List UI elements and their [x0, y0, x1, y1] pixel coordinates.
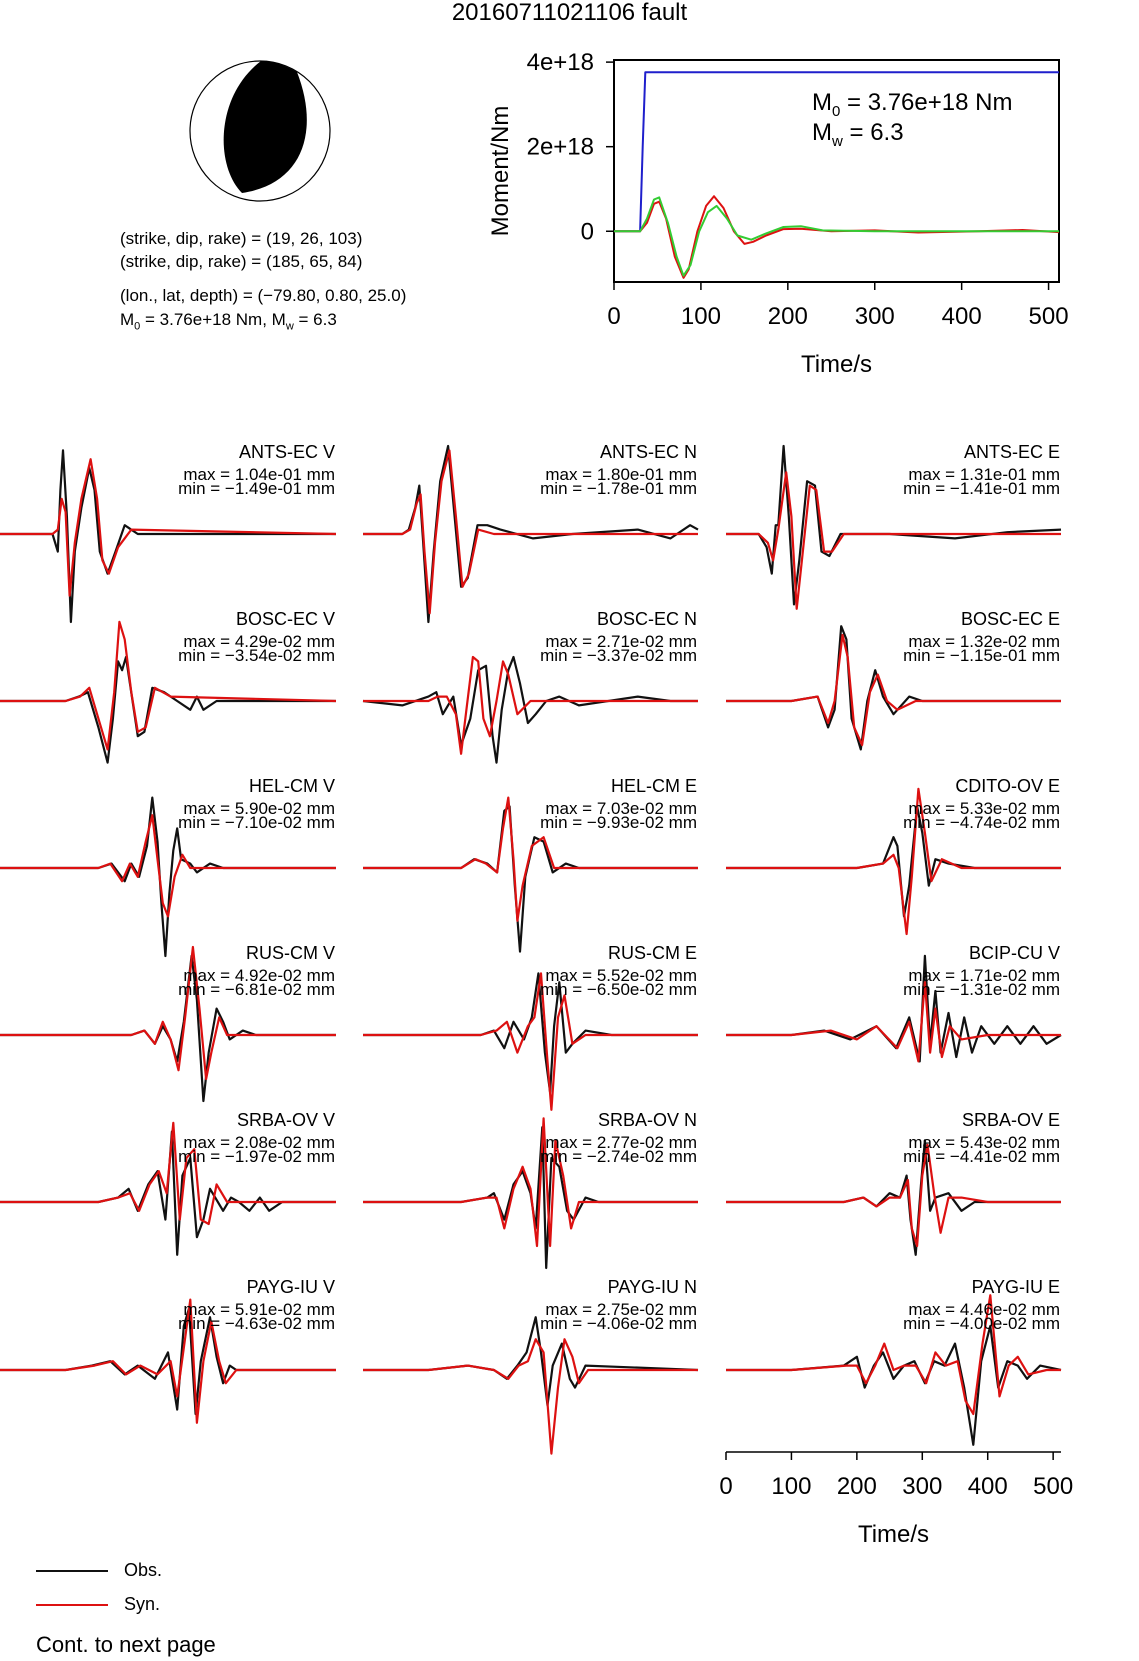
legend-observed-swatch — [36, 1570, 108, 1572]
min-amplitude-label: min = −1.31e-02 mm — [903, 980, 1060, 999]
synthetic-trace — [363, 657, 698, 754]
moment-x-tick-label: 400 — [941, 303, 982, 330]
waveform-panel — [0, 943, 336, 1101]
waveform-panel — [726, 1110, 1061, 1255]
waveform-panel — [726, 776, 1061, 934]
max-amplitude-label: max = 1.71e-02 mm — [908, 966, 1060, 985]
station-label: SRBA-OV V — [236, 1110, 335, 1130]
max-amplitude-label: max = 5.43e-02 mm — [908, 1133, 1060, 1152]
min-amplitude-label: min = −1.15e-01 mm — [903, 646, 1060, 665]
min-amplitude-label: min = −4.00e-02 mm — [903, 1314, 1060, 1333]
min-amplitude-label: min = −3.54e-02 mm — [178, 646, 335, 665]
max-amplitude-label: max = 5.33e-02 mm — [908, 799, 1060, 818]
legend-observed-label: Obs. — [124, 1560, 163, 1580]
waveform-panel — [0, 776, 336, 956]
moment-annotation-m0: $M_0 = 3.76e+18$ Nm — [812, 89, 1013, 120]
station-label: PAYG-IU E — [971, 1277, 1060, 1297]
min-amplitude-label: min = −4.41e-02 mm — [903, 1147, 1060, 1166]
min-amplitude-label: min = −1.41e-01 mm — [903, 479, 1060, 498]
min-amplitude-label: min = −7.10e-02 mm — [178, 813, 335, 832]
max-amplitude-label: max = 2.77e-02 mm — [545, 1133, 697, 1152]
station-label: ANTS-EC E — [963, 442, 1060, 462]
max-amplitude-label: max = 4.29e-02 mm — [183, 632, 335, 651]
max-amplitude-label: max = 2.75e-02 mm — [545, 1300, 697, 1319]
max-amplitude-label: max = 7.03e-02 mm — [545, 799, 697, 818]
fm-plane1-line: (strike, dip, rake) = (19, 26, 103) — [120, 229, 363, 248]
min-amplitude-label: min = −1.97e-02 mm — [178, 1147, 335, 1166]
legend-synthetic-label: Syn. — [124, 1594, 161, 1614]
station-label: BOSC-EC E — [960, 609, 1060, 629]
station-label: PAYG-IU V — [246, 1277, 335, 1297]
moment-x-tick-label: 200 — [767, 303, 808, 330]
fm-location-line: (lon., lat, depth) = (−79.80, 0.80, 25.0) — [120, 286, 407, 305]
waveform-x-tick-label: 100 — [771, 1473, 812, 1500]
min-amplitude-label: min = −2.74e-02 mm — [540, 1147, 697, 1166]
waveform-panel — [363, 442, 698, 622]
synthetic-trace — [363, 1339, 698, 1453]
max-amplitude-label: max = 5.90e-02 mm — [183, 799, 335, 818]
station-label: SRBA-OV E — [961, 1110, 1060, 1130]
waveform-panel — [363, 1277, 698, 1454]
waveform-panel — [0, 442, 336, 622]
moment-x-tick-label: 500 — [1028, 303, 1069, 330]
waveform-x-tick-label: 300 — [902, 1473, 943, 1500]
moment-y-axis-label: Moment/Nm — [487, 105, 514, 237]
waveform-panel — [726, 609, 1061, 749]
fm-m0-subscript: 0 — [134, 320, 141, 333]
fm-m0-symbol: M — [120, 310, 135, 329]
waveform-panel — [726, 943, 1061, 1061]
max-amplitude-label: max = 5.91e-02 mm — [183, 1300, 335, 1319]
waveform-x-tick-label: 400 — [967, 1473, 1008, 1500]
waveform-panel — [363, 609, 698, 763]
max-amplitude-label: max = 1.80e-01 mm — [545, 465, 697, 484]
waveform-panel — [363, 1110, 698, 1268]
page-title: 20160711021106 fault — [451, 0, 688, 26]
observed-trace — [363, 657, 698, 763]
observed-trace — [726, 1326, 1061, 1445]
max-amplitude-label: max = 2.71e-02 mm — [545, 632, 697, 651]
station-label: RUS-CM V — [246, 943, 335, 963]
moment-y-tick-label: 4e+18 — [526, 49, 594, 77]
station-label: BOSC-EC V — [235, 609, 335, 629]
min-amplitude-label: min = −4.74e-02 mm — [903, 813, 1060, 832]
max-amplitude-label: max = 5.52e-02 mm — [545, 966, 697, 985]
station-label: RUS-CM E — [608, 943, 697, 963]
station-label: HEL-CM E — [610, 776, 697, 796]
max-amplitude-label: max = 2.08e-02 mm — [183, 1133, 335, 1152]
min-amplitude-label: min = −3.37e-02 mm — [540, 646, 697, 665]
min-amplitude-label: min = −1.49e-01 mm — [178, 479, 335, 498]
fm-m0-value: = 3.76e+18 Nm, M — [140, 310, 286, 329]
min-amplitude-label: min = −4.63e-02 mm — [178, 1314, 335, 1333]
moment-x-tick-label: 0 — [607, 303, 621, 330]
max-amplitude-label: max = 4.46e-02 mm — [908, 1300, 1060, 1319]
waveform-panel — [363, 776, 698, 952]
station-label: BCIP-CU V — [968, 943, 1060, 963]
waveform-x-tick-label: 0 — [719, 1473, 733, 1500]
waveform-panel — [363, 943, 698, 1110]
station-label: CDITO-OV E — [955, 776, 1060, 796]
station-label: PAYG-IU N — [607, 1277, 697, 1297]
max-amplitude-label: max = 1.04e-01 mm — [183, 465, 335, 484]
observed-trace — [0, 657, 336, 763]
waveform-x-tick-label: 500 — [1033, 1473, 1074, 1500]
waveform-panel — [726, 1277, 1061, 1445]
legend-synthetic-swatch — [36, 1604, 108, 1606]
moment-x-tick-label: 100 — [680, 303, 721, 330]
waveform-panel — [726, 442, 1061, 609]
waveform-panel — [0, 609, 336, 763]
station-label: HEL-CM V — [248, 776, 335, 796]
min-amplitude-label: min = −9.93e-02 mm — [540, 813, 697, 832]
min-amplitude-label: min = −6.50e-02 mm — [540, 980, 697, 999]
max-amplitude-label: max = 1.32e-02 mm — [908, 632, 1060, 651]
min-amplitude-label: min = −4.06e-02 mm — [540, 1314, 697, 1333]
max-amplitude-label: max = 1.31e-01 mm — [908, 465, 1060, 484]
footer-note: Cont. to next page — [36, 1632, 216, 1657]
min-amplitude-label: min = −6.81e-02 mm — [178, 980, 335, 999]
moment-y-tick-label: 2e+18 — [526, 133, 594, 161]
waveform-x-axis-label: Time/s — [857, 1521, 930, 1548]
waveform-panel — [0, 1277, 336, 1423]
moment-y-tick-label: 0 — [580, 218, 594, 246]
station-label: ANTS-EC N — [599, 442, 697, 462]
min-amplitude-label: min = −1.78e-01 mm — [540, 479, 697, 498]
waveform-x-tick-label: 200 — [836, 1473, 877, 1500]
station-label: SRBA-OV N — [597, 1110, 697, 1130]
fm-mw-value: = 6.3 — [293, 310, 337, 329]
station-label: BOSC-EC N — [596, 609, 697, 629]
moment-x-tick-label: 300 — [854, 303, 895, 330]
station-label: ANTS-EC V — [238, 442, 335, 462]
fm-mw-subscript: w — [285, 320, 294, 333]
max-amplitude-label: max = 4.92e-02 mm — [183, 966, 335, 985]
fm-plane2-line: (strike, dip, rake) = (185, 65, 84) — [120, 252, 363, 271]
moment-series-line-2 — [614, 197, 1059, 275]
moment-x-axis-label: Time/s — [800, 351, 873, 378]
waveform-panel — [0, 1110, 336, 1255]
moment-annotation-mw: $M_w = 6.3$ — [812, 119, 904, 150]
